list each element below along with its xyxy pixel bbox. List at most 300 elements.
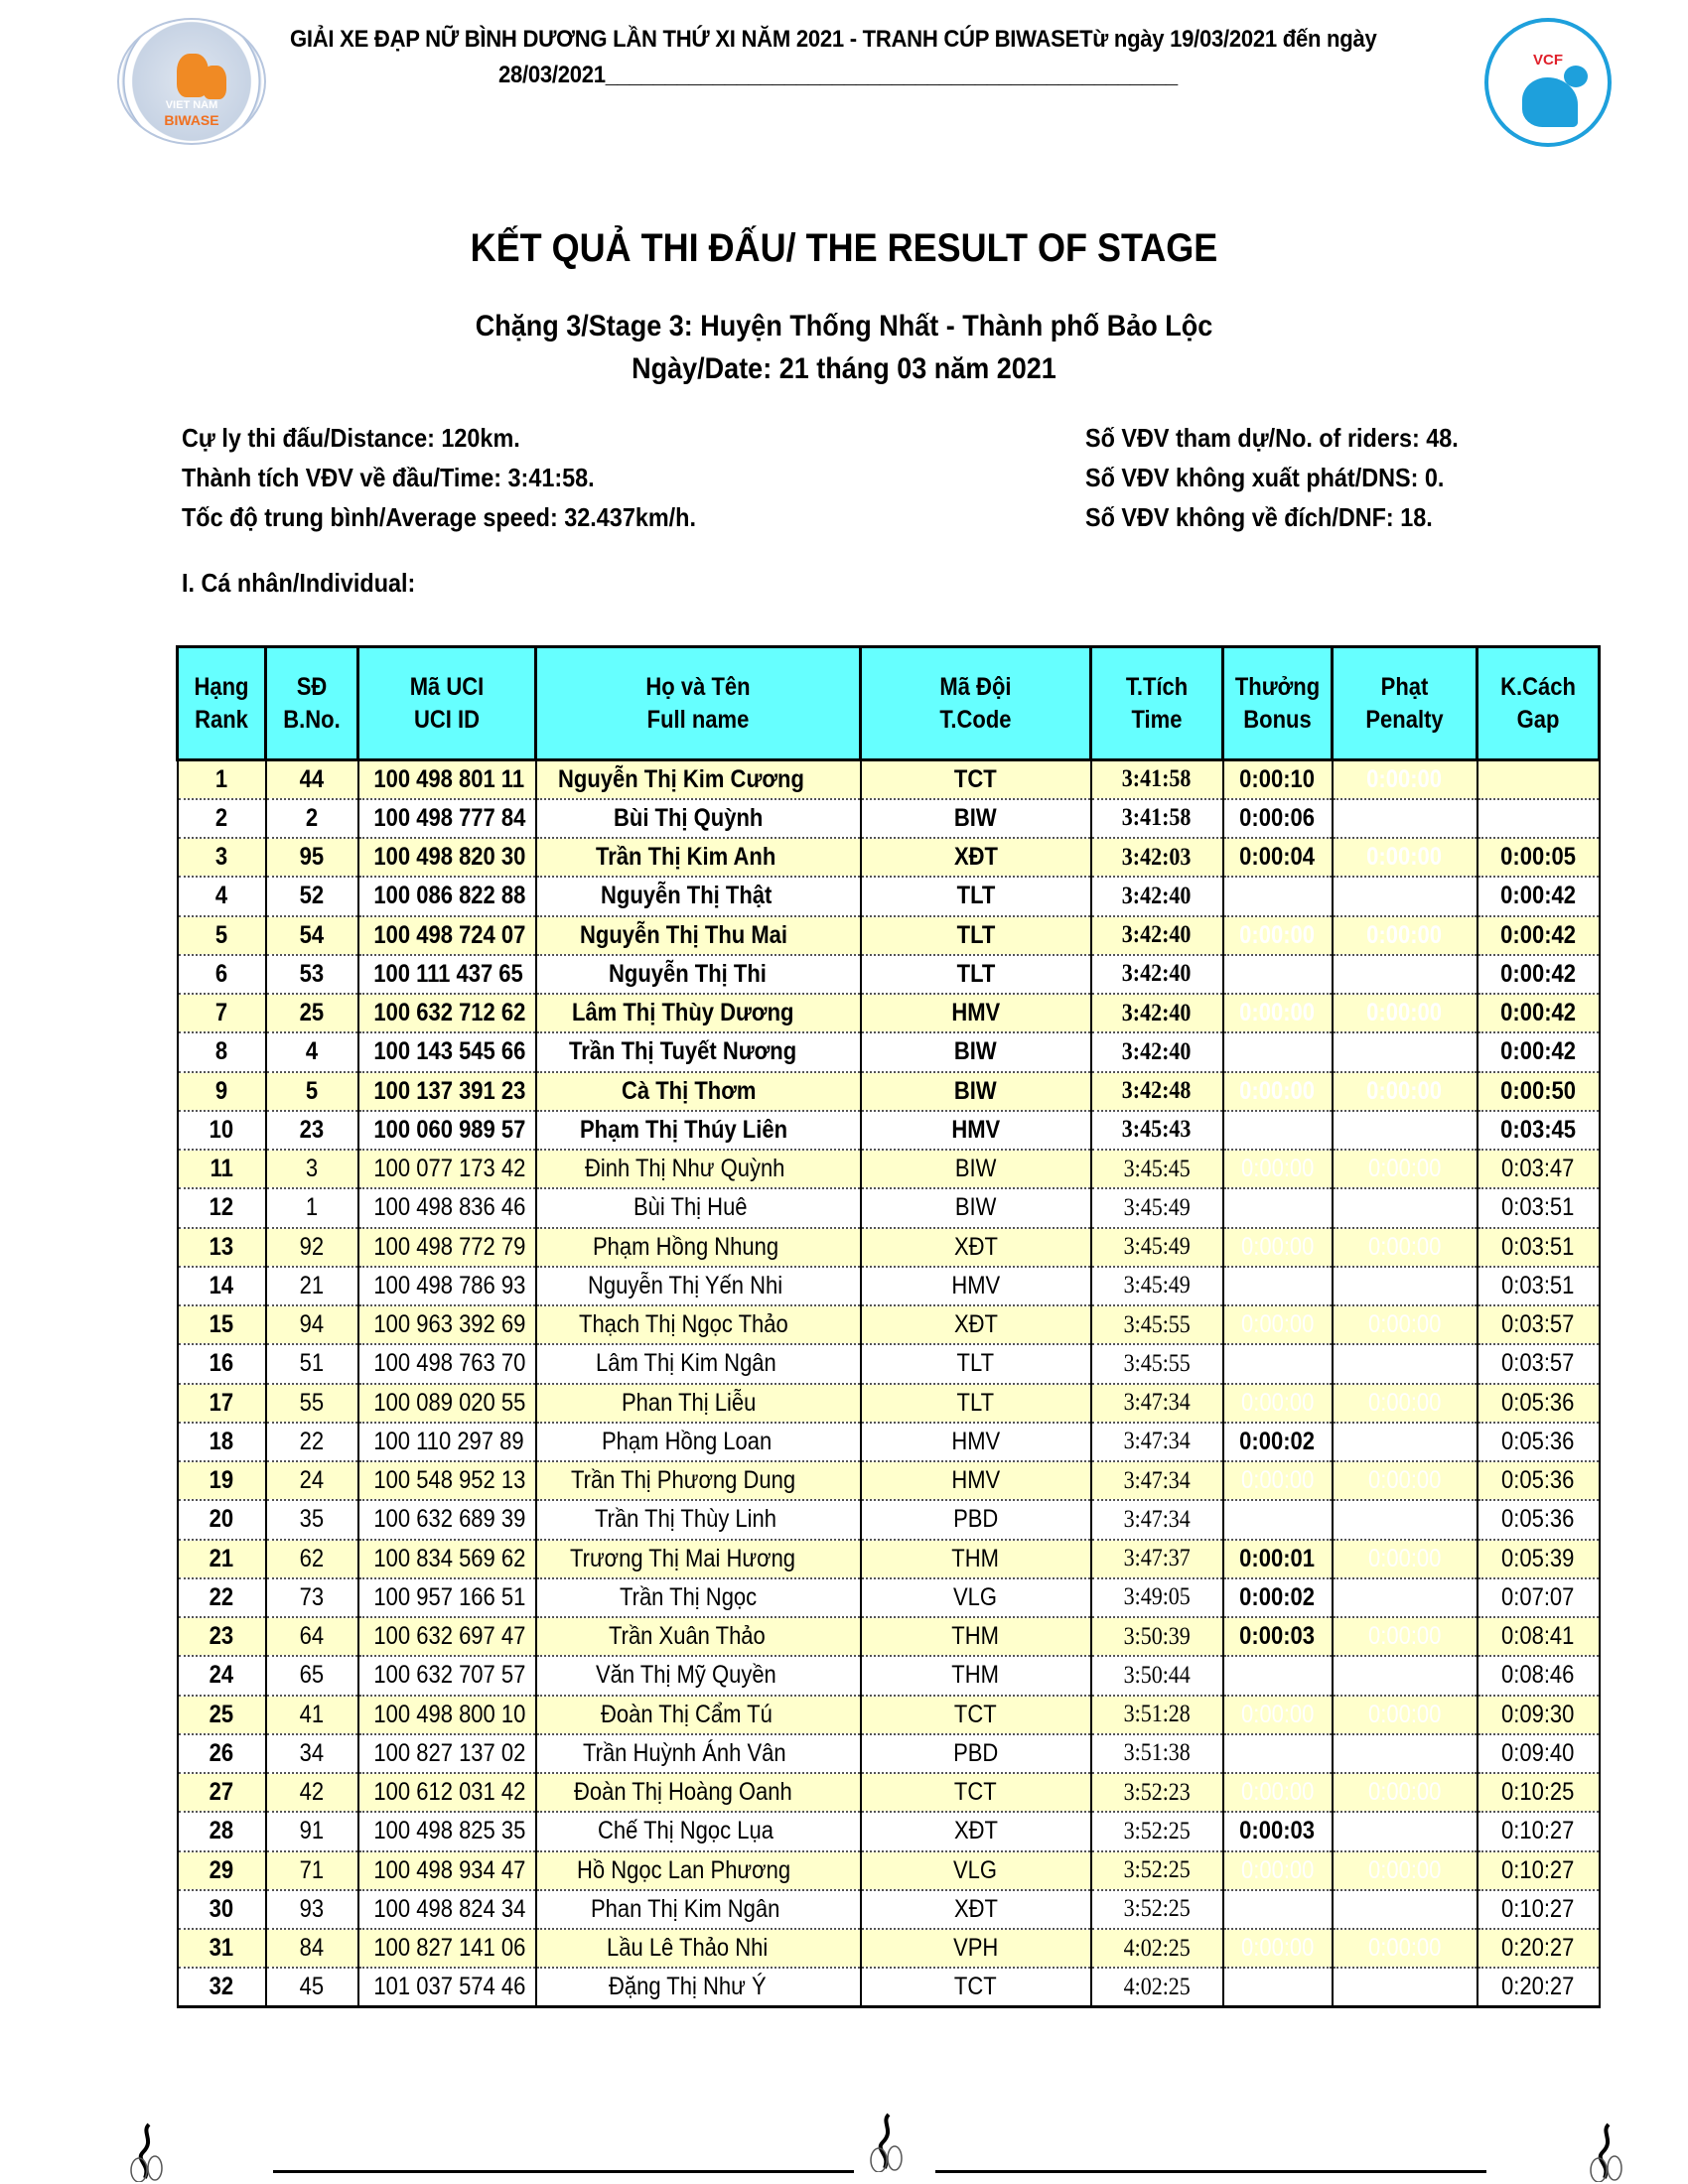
table-row (178, 760, 1600, 799)
cell-bib: 62 (266, 1540, 358, 1578)
cell-penalty: 0:00:00 (1333, 1461, 1477, 1500)
cell-penalty (1333, 877, 1477, 915)
cell-uci: 100 077 173 42 (358, 1150, 536, 1188)
cell-uci: 100 834 569 62 (358, 1540, 536, 1578)
cell-name: Trần Thị Phương Dung (536, 1461, 861, 1500)
cell-rank: 3 (178, 838, 266, 877)
section-heading-individual: I. Cá nhân/Individual: (182, 568, 416, 598)
cell-time: 3:42:40 (1091, 1032, 1223, 1071)
cell-uci: 100 137 391 23 (358, 1072, 536, 1111)
cell-uci: 100 548 952 13 (358, 1461, 536, 1500)
cell-penalty: 0:00:00 (1333, 916, 1477, 955)
cell-bib: 93 (266, 1890, 358, 1929)
cell-bib: 55 (266, 1384, 358, 1423)
cell-bib: 71 (266, 1851, 358, 1890)
cell-time: 4:02:25 (1091, 1968, 1223, 2006)
cell-team: TLT (861, 877, 1091, 915)
cell-gap: 0:00:42 (1477, 916, 1600, 955)
cell-time: 3:45:49 (1091, 1267, 1223, 1305)
cell-team: XĐT (861, 838, 1091, 877)
col-header-gap: K.Cách Gap (1477, 647, 1600, 760)
cell-bib: 64 (266, 1617, 358, 1656)
cell-penalty (1333, 1111, 1477, 1150)
results-table (176, 645, 1601, 2008)
results-body (178, 760, 1600, 2007)
cell-name: Trần Thị Ngọc (536, 1578, 861, 1617)
cell-gap: 0:05:36 (1477, 1423, 1600, 1461)
cyclist-body-icon (1522, 77, 1578, 127)
cell-name: Lâm Thị Thùy Dương (536, 994, 861, 1032)
cell-time: 3:42:40 (1091, 877, 1223, 915)
cell-penalty: 0:00:00 (1333, 1617, 1477, 1656)
cell-time: 3:45:43 (1091, 1111, 1223, 1150)
cell-rank: 5 (178, 916, 266, 955)
cell-name: Bùi Thị Quỳnh (536, 799, 861, 838)
cell-bonus: 0:00:02 (1223, 1423, 1333, 1461)
cell-time: 3:47:34 (1091, 1423, 1223, 1461)
cell-bonus: 0:00:10 (1223, 760, 1333, 799)
table-row (178, 1111, 1600, 1150)
cell-team: HMV (861, 994, 1091, 1032)
cell-time: 3:42:40 (1091, 955, 1223, 994)
cell-time: 3:45:49 (1091, 1188, 1223, 1227)
cell-rank: 23 (178, 1617, 266, 1656)
cell-penalty: 0:00:00 (1333, 838, 1477, 877)
table-row (178, 1228, 1600, 1267)
cell-rank: 21 (178, 1540, 266, 1578)
cell-rank: 10 (178, 1111, 266, 1150)
cell-team: BIW (861, 1188, 1091, 1227)
cell-rank: 31 (178, 1929, 266, 1968)
cell-bib: 51 (266, 1344, 358, 1383)
cell-bib: 53 (266, 955, 358, 994)
cell-name: Lâm Thị Kim Ngân (536, 1344, 861, 1383)
cell-uci: 100 111 437 65 (358, 955, 536, 994)
cell-uci: 100 498 825 35 (358, 1812, 536, 1850)
cell-name: Trương Thị Mai Hương (536, 1540, 861, 1578)
cell-uci: 100 498 800 10 (358, 1696, 536, 1734)
col-header-penalty: Phạt Penalty (1333, 647, 1477, 760)
cell-rank: 9 (178, 1072, 266, 1111)
cell-rank: 12 (178, 1188, 266, 1227)
col-header-team: Mã Đội T.Code (861, 647, 1091, 760)
cell-bonus (1223, 1968, 1333, 2006)
cell-team: BIW (861, 799, 1091, 838)
cyclist-icon (1587, 2122, 1626, 2182)
cell-uci: 100 827 141 06 (358, 1929, 536, 1968)
cell-gap: 0:00:50 (1477, 1072, 1600, 1111)
col-header-bonus: Thưởng Bonus (1223, 647, 1333, 760)
logo-text-vietnam: VIET NAM (165, 99, 218, 111)
cell-name: Thạch Thị Ngọc Thảo (536, 1305, 861, 1344)
cell-uci: 100 632 689 39 (358, 1500, 536, 1539)
info-distance: Cự ly thi đấu/Distance: 120km. (182, 423, 520, 453)
cell-bib: 45 (266, 1968, 358, 2006)
col-header-name: Họ và Tên Full name (536, 647, 861, 760)
cell-bib: 65 (266, 1656, 358, 1695)
cell-name: Phạm Hồng Nhung (536, 1228, 861, 1267)
cell-uci: 100 498 824 34 (358, 1890, 536, 1929)
event-header-line1: GIẢI XE ĐẠP NỮ BÌNH DƯƠNG LẦN THỨ XI NĂM 2021 - TRANH CÚP BIWASETừ ngày 19/03/2021 đến ngày (290, 26, 1377, 53)
cell-uci: 100 498 724 07 (358, 916, 536, 955)
info-average-speed: Tốc độ trung bình/Average speed: 32.437km/h. (182, 502, 696, 532)
cell-time: 3:47:37 (1091, 1540, 1223, 1578)
cell-bib: 52 (266, 877, 358, 915)
cell-uci: 100 143 545 66 (358, 1032, 536, 1071)
cell-penalty: 0:00:00 (1333, 1150, 1477, 1188)
cell-uci: 100 110 297 89 (358, 1423, 536, 1461)
cell-gap: 0:00:42 (1477, 955, 1600, 994)
cell-time: 3:47:34 (1091, 1461, 1223, 1500)
cell-bonus: 0:00:02 (1223, 1578, 1333, 1617)
cell-bib: 21 (266, 1267, 358, 1305)
table-row (178, 1890, 1600, 1929)
cell-gap: 0:20:27 (1477, 1968, 1600, 2006)
cell-gap: 0:00:05 (1477, 838, 1600, 877)
cell-rank: 19 (178, 1461, 266, 1500)
cell-name: Nguyễn Thị Thi (536, 955, 861, 994)
tournament-logo (117, 18, 266, 145)
table-row (178, 1773, 1600, 1812)
cell-team: HMV (861, 1461, 1091, 1500)
table-row (178, 1032, 1600, 1071)
cell-penalty: 0:00:00 (1333, 1540, 1477, 1578)
stage-subtitle: Chặng 3/Stage 3: Huyện Thống Nhất - Thành phố Bảo Lộc (475, 310, 1213, 342)
cell-bonus (1223, 1500, 1333, 1539)
cell-penalty: 0:00:00 (1333, 1929, 1477, 1968)
cell-name: Đoàn Thị Cẩm Tú (536, 1696, 861, 1734)
cell-bonus: 0:00:00 (1223, 1150, 1333, 1188)
cell-uci: 100 612 031 42 (358, 1773, 536, 1812)
cell-bonus: 0:00:00 (1223, 1384, 1333, 1423)
cell-bib: 42 (266, 1773, 358, 1812)
cell-bonus: 0:00:00 (1223, 994, 1333, 1032)
table-row (178, 1072, 1600, 1111)
col-header-time: T.Tích Time (1091, 647, 1223, 760)
cell-team: BIW (861, 1032, 1091, 1071)
cell-name: Phạm Hồng Loan (536, 1423, 861, 1461)
cell-uci: 100 498 801 11 (358, 760, 536, 799)
cell-time: 3:42:03 (1091, 838, 1223, 877)
cell-bib: 3 (266, 1150, 358, 1188)
cell-rank: 4 (178, 877, 266, 915)
cell-time: 3:52:25 (1091, 1812, 1223, 1850)
cell-name: Trần Xuân Thảo (536, 1617, 861, 1656)
cell-penalty (1333, 1032, 1477, 1071)
cell-team: TCT (861, 1968, 1091, 2006)
cell-name: Trần Thị Kim Anh (536, 838, 861, 877)
cell-name: Nguyễn Thị Thu Mai (536, 916, 861, 955)
cell-team: THM (861, 1617, 1091, 1656)
cell-team: BIW (861, 1150, 1091, 1188)
cell-gap: 0:08:46 (1477, 1656, 1600, 1695)
cell-uci: 100 498 786 93 (358, 1267, 536, 1305)
cell-rank: 32 (178, 1968, 266, 2006)
table-row (178, 1188, 1600, 1227)
table-row (178, 1267, 1600, 1305)
cell-name: Đặng Thị Như Ý (536, 1968, 861, 2006)
cell-rank: 22 (178, 1578, 266, 1617)
cell-gap: 0:10:27 (1477, 1812, 1600, 1850)
cell-penalty (1333, 1500, 1477, 1539)
cell-penalty (1333, 1968, 1477, 2006)
cell-bonus: 0:00:00 (1223, 1305, 1333, 1344)
page-title: KẾT QUẢ THI ĐẤU/ THE RESULT OF STAGE (470, 226, 1218, 270)
cell-gap: 0:10:25 (1477, 1773, 1600, 1812)
cell-team: VLG (861, 1851, 1091, 1890)
cell-time: 3:42:40 (1091, 994, 1223, 1032)
cell-uci: 100 498 777 84 (358, 799, 536, 838)
cell-name: Trần Huỳnh Ánh Vân (536, 1734, 861, 1773)
cell-gap: 0:03:51 (1477, 1188, 1600, 1227)
cell-bonus (1223, 1188, 1333, 1227)
cell-bib: 84 (266, 1929, 358, 1968)
table-row (178, 994, 1600, 1032)
cell-penalty: 0:00:00 (1333, 1773, 1477, 1812)
cell-name: Nguyễn Thị Thật (536, 877, 861, 915)
table-header-row (178, 647, 1600, 760)
table-row (178, 1540, 1600, 1578)
vcf-logo (1484, 18, 1612, 147)
cell-name: Trần Thị Thùy Linh (536, 1500, 861, 1539)
cell-gap: 0:07:07 (1477, 1578, 1600, 1617)
cell-bonus: 0:00:03 (1223, 1812, 1333, 1850)
cell-gap: 0:03:51 (1477, 1267, 1600, 1305)
cell-uci: 100 957 166 51 (358, 1578, 536, 1617)
cell-team: XĐT (861, 1228, 1091, 1267)
cell-team: HMV (861, 1111, 1091, 1150)
cell-rank: 18 (178, 1423, 266, 1461)
cell-uci: 101 037 574 46 (358, 1968, 536, 2006)
table-row (178, 1423, 1600, 1461)
cell-rank: 17 (178, 1384, 266, 1423)
cell-bonus (1223, 1032, 1333, 1071)
cell-penalty (1333, 1890, 1477, 1929)
cell-penalty (1333, 1423, 1477, 1461)
cell-uci: 100 060 989 57 (358, 1111, 536, 1150)
cell-name: Phan Thị Kim Ngân (536, 1890, 861, 1929)
cell-gap: 0:00:42 (1477, 1032, 1600, 1071)
cell-penalty: 0:00:00 (1333, 1851, 1477, 1890)
cell-time: 3:41:58 (1091, 760, 1223, 799)
cell-time: 3:52:25 (1091, 1851, 1223, 1890)
cell-bonus (1223, 1656, 1333, 1695)
cell-penalty (1333, 1734, 1477, 1773)
cell-time: 4:02:25 (1091, 1929, 1223, 1968)
info-winner-time: Thành tích VĐV về đầu/Time: 3:41:58. (182, 463, 595, 492)
cell-bib: 91 (266, 1812, 358, 1850)
cell-gap: 0:00:42 (1477, 994, 1600, 1032)
cell-bib: 23 (266, 1111, 358, 1150)
table-row (178, 1656, 1600, 1695)
cell-gap: 0:05:36 (1477, 1461, 1600, 1500)
table-row (178, 877, 1600, 915)
cell-bonus: 0:00:01 (1223, 1540, 1333, 1578)
cell-team: TLT (861, 916, 1091, 955)
cell-uci: 100 632 707 57 (358, 1656, 536, 1695)
cell-bib: 34 (266, 1734, 358, 1773)
cell-rank: 25 (178, 1696, 266, 1734)
cell-penalty (1333, 1344, 1477, 1383)
table-row (178, 799, 1600, 838)
cell-bonus: 0:00:00 (1223, 916, 1333, 955)
cyclist-icon (127, 2122, 167, 2182)
cell-bonus (1223, 1890, 1333, 1929)
cell-bonus: 0:00:00 (1223, 1929, 1333, 1968)
cell-time: 3:49:05 (1091, 1578, 1223, 1617)
cell-team: HMV (861, 1267, 1091, 1305)
cell-gap: 0:03:57 (1477, 1305, 1600, 1344)
cell-bonus (1223, 1111, 1333, 1150)
cell-name: Văn Thị Mỹ Quyền (536, 1656, 861, 1695)
cell-bib: 4 (266, 1032, 358, 1071)
cell-gap: 0:08:41 (1477, 1617, 1600, 1656)
footer-divider-left (273, 2170, 854, 2173)
cell-bonus: 0:00:06 (1223, 799, 1333, 838)
cell-time: 3:45:45 (1091, 1150, 1223, 1188)
cell-name: Hồ Ngọc Lan Phương (536, 1851, 861, 1890)
cell-uci: 100 632 712 62 (358, 994, 536, 1032)
cell-gap: 0:10:27 (1477, 1851, 1600, 1890)
cell-rank: 27 (178, 1773, 266, 1812)
cell-rank: 24 (178, 1656, 266, 1695)
table-row (178, 1968, 1600, 2006)
cell-gap: 0:03:51 (1477, 1228, 1600, 1267)
cell-name: Lầu Lê Thảo Nhi (536, 1929, 861, 1968)
event-header-line2: 28/03/2021________________________________________________ (498, 62, 1178, 88)
cell-bib: 24 (266, 1461, 358, 1500)
cell-rank: 29 (178, 1851, 266, 1890)
cell-team: TLT (861, 1344, 1091, 1383)
cell-bonus: 0:00:03 (1223, 1617, 1333, 1656)
cell-rank: 2 (178, 799, 266, 838)
footer-divider-right (935, 2170, 1486, 2173)
cell-uci: 100 086 822 88 (358, 877, 536, 915)
table-row (178, 1851, 1600, 1890)
cell-rank: 30 (178, 1890, 266, 1929)
cell-time: 3:52:25 (1091, 1890, 1223, 1929)
cell-rank: 13 (178, 1228, 266, 1267)
col-header-uci: Mã UCI UCI ID (358, 647, 536, 760)
cell-team: XĐT (861, 1812, 1091, 1850)
cell-bonus (1223, 1734, 1333, 1773)
cell-penalty (1333, 955, 1477, 994)
cell-time: 3:42:48 (1091, 1072, 1223, 1111)
table-row (178, 838, 1600, 877)
cell-gap (1477, 760, 1600, 799)
cell-time: 3:52:23 (1091, 1773, 1223, 1812)
cell-time: 3:47:34 (1091, 1384, 1223, 1423)
logo-text-vcf: VCF (1533, 52, 1563, 68)
table-row (178, 1578, 1600, 1617)
cell-uci: 100 632 697 47 (358, 1617, 536, 1656)
cell-team: TLT (861, 955, 1091, 994)
table-row (178, 1461, 1600, 1500)
col-header-rank: Hạng Rank (178, 647, 266, 760)
cell-bonus: 0:00:00 (1223, 1696, 1333, 1734)
table-row (178, 1150, 1600, 1188)
cell-gap: 0:03:57 (1477, 1344, 1600, 1383)
cell-bib: 41 (266, 1696, 358, 1734)
cell-name: Bùi Thị Huê (536, 1188, 861, 1227)
cell-bib: 25 (266, 994, 358, 1032)
cell-rank: 28 (178, 1812, 266, 1850)
cell-bib: 1 (266, 1188, 358, 1227)
cell-gap: 0:05:36 (1477, 1500, 1600, 1539)
cell-time: 3:51:28 (1091, 1696, 1223, 1734)
cell-time: 3:42:40 (1091, 916, 1223, 955)
cell-penalty: 0:00:00 (1333, 1072, 1477, 1111)
table-row (178, 916, 1600, 955)
cell-name: Cà Thị Thơm (536, 1072, 861, 1111)
cell-penalty (1333, 799, 1477, 838)
cell-bib: 35 (266, 1500, 358, 1539)
cell-penalty (1333, 1188, 1477, 1227)
cell-name: Đinh Thị Như Quỳnh (536, 1150, 861, 1188)
info-dnf: Số VĐV không về đích/DNF: 18. (1085, 502, 1433, 532)
cell-bib: 73 (266, 1578, 358, 1617)
cell-bonus: 0:00:00 (1223, 1773, 1333, 1812)
table-row (178, 1734, 1600, 1773)
cell-team: TCT (861, 1773, 1091, 1812)
cell-bonus: 0:00:00 (1223, 1851, 1333, 1890)
cell-team: XĐT (861, 1890, 1091, 1929)
cell-bonus (1223, 1344, 1333, 1383)
cell-time: 3:50:39 (1091, 1617, 1223, 1656)
cell-penalty (1333, 1578, 1477, 1617)
cell-time: 3:45:49 (1091, 1228, 1223, 1267)
cell-team: BIW (861, 1072, 1091, 1111)
cell-uci: 100 827 137 02 (358, 1734, 536, 1773)
cell-bib: 22 (266, 1423, 358, 1461)
cell-name: Chế Thị Ngọc Lụa (536, 1812, 861, 1850)
cell-gap: 0:09:40 (1477, 1734, 1600, 1773)
cell-bonus (1223, 955, 1333, 994)
table-row (178, 1344, 1600, 1383)
cell-gap: 0:05:39 (1477, 1540, 1600, 1578)
info-riders: Số VĐV tham dự/No. of riders: 48. (1085, 423, 1459, 453)
cell-penalty: 0:00:00 (1333, 1696, 1477, 1734)
cell-bonus (1223, 1267, 1333, 1305)
cyclist-silhouette-icon (203, 66, 226, 99)
table-row (178, 955, 1600, 994)
cell-gap (1477, 799, 1600, 838)
table-row (178, 1384, 1600, 1423)
cell-penalty: 0:00:00 (1333, 760, 1477, 799)
cell-penalty: 0:00:00 (1333, 1228, 1477, 1267)
cell-gap: 0:10:27 (1477, 1890, 1600, 1929)
cell-bonus: 0:00:00 (1223, 1228, 1333, 1267)
stage-date: Ngày/Date: 21 tháng 03 năm 2021 (632, 352, 1056, 385)
table-row (178, 1500, 1600, 1539)
cell-team: TCT (861, 760, 1091, 799)
cell-gap: 0:09:30 (1477, 1696, 1600, 1734)
cell-bonus (1223, 877, 1333, 915)
cell-rank: 6 (178, 955, 266, 994)
table-row (178, 1305, 1600, 1344)
cell-name: Phạm Thị Thúy Liên (536, 1111, 861, 1150)
cell-penalty (1333, 1267, 1477, 1305)
cell-team: PBD (861, 1500, 1091, 1539)
table-row (178, 1696, 1600, 1734)
cell-uci: 100 498 763 70 (358, 1344, 536, 1383)
cell-penalty (1333, 1812, 1477, 1850)
cell-time: 3:51:38 (1091, 1734, 1223, 1773)
cell-penalty (1333, 1656, 1477, 1695)
cell-rank: 8 (178, 1032, 266, 1071)
cell-rank: 15 (178, 1305, 266, 1344)
cell-bib: 2 (266, 799, 358, 838)
